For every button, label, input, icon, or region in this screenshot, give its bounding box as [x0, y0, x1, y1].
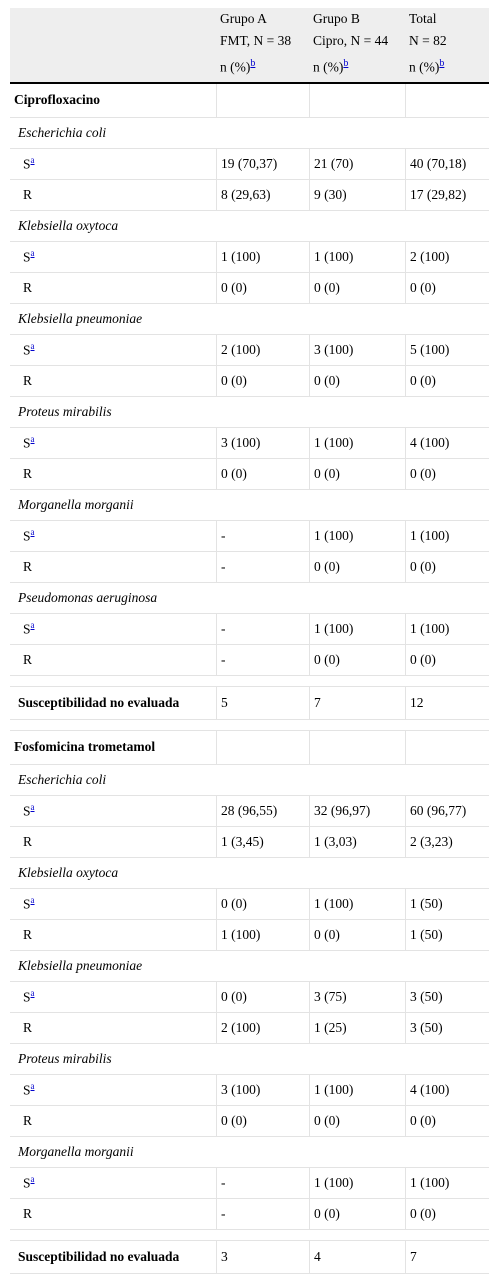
group-a-value: 2 (100)	[217, 1013, 310, 1044]
row-label-text: R	[23, 186, 33, 202]
total-value: 7	[406, 1241, 489, 1274]
total-value: 12	[406, 687, 489, 720]
group-b-value: 1 (100)	[310, 428, 406, 459]
group-a-value: 3 (100)	[217, 428, 310, 459]
header-group-a-line2: FMT, N = 38	[220, 33, 292, 48]
group-a-value: -	[217, 552, 310, 583]
total-value: 1 (100)	[406, 521, 489, 552]
footnote-a-link[interactable]: a	[30, 155, 35, 166]
group-b-value: 3 (75)	[310, 982, 406, 1013]
group-b-value: 1 (3,03)	[310, 827, 406, 858]
result-row	[10, 614, 489, 645]
result-row	[10, 335, 489, 366]
group-b-value: 0 (0)	[310, 366, 406, 397]
group-a-value: 1 (100)	[217, 242, 310, 273]
organism-name: Pseudomonas aeruginosa	[10, 583, 489, 614]
footnote-a-link[interactable]: a	[30, 341, 35, 352]
result-row	[10, 1075, 489, 1106]
group-b-value: 0 (0)	[310, 552, 406, 583]
header-group-a-line1: Grupo A	[220, 11, 267, 26]
footnote-a-link[interactable]: a	[30, 248, 35, 259]
result-row	[10, 796, 489, 827]
organism-row	[10, 583, 489, 614]
not-evaluated-label	[10, 687, 217, 720]
row-label-text: S	[23, 1175, 31, 1191]
row-label-text: Fosfomicina trometamol	[14, 739, 156, 754]
header-empty-cell	[10, 8, 217, 84]
group-b-value: 1 (100)	[310, 242, 406, 273]
footnote-b-link[interactable]: b	[439, 58, 445, 69]
susceptibility-label	[10, 1106, 217, 1137]
group-a-value: 3 (100)	[217, 1075, 310, 1106]
total-value: 0 (0)	[406, 1106, 489, 1137]
header-row	[10, 8, 489, 84]
total-value: 0 (0)	[406, 645, 489, 676]
row-label-text: S	[23, 621, 31, 637]
susceptibility-label	[10, 796, 217, 827]
total-value: 1 (50)	[406, 920, 489, 951]
footnote-a-link[interactable]: a	[30, 527, 35, 538]
group-b-value: 1 (100)	[310, 889, 406, 920]
row-label-text: R	[23, 1112, 33, 1128]
group-b-value: 32 (96,97)	[310, 796, 406, 827]
result-row	[10, 552, 489, 583]
group-a-value: 5	[217, 687, 310, 720]
organism-name: Klebsiella oxytoca	[10, 858, 489, 889]
header-total-line1: Total	[409, 11, 437, 26]
susceptibility-table	[10, 8, 489, 1274]
result-row	[10, 428, 489, 459]
section-row	[10, 731, 489, 765]
susceptibility-label	[10, 552, 217, 583]
result-row	[10, 242, 489, 273]
spacer-cell	[10, 676, 489, 687]
total-value: 0 (0)	[406, 366, 489, 397]
group-b-value: 4	[310, 1241, 406, 1274]
group-a-value: -	[217, 521, 310, 552]
susceptibility-label	[10, 366, 217, 397]
row-label-text: S	[23, 803, 31, 819]
group-b-value: 0 (0)	[310, 459, 406, 490]
row-label-text: S	[23, 435, 31, 451]
total-value: 4 (100)	[406, 1075, 489, 1106]
organism-name: Escherichia coli	[10, 118, 489, 149]
total-value: 4 (100)	[406, 428, 489, 459]
total-value: 0 (0)	[406, 273, 489, 304]
susceptibility-label	[10, 1075, 217, 1106]
organism-row	[10, 858, 489, 889]
footnote-a-link[interactable]: a	[30, 802, 35, 813]
susceptibility-label	[10, 459, 217, 490]
group-b-value: 1 (100)	[310, 521, 406, 552]
result-row	[10, 149, 489, 180]
organism-row	[10, 951, 489, 982]
susceptibility-label	[10, 982, 217, 1013]
spacer-row	[10, 676, 489, 687]
group-b-value	[310, 731, 406, 765]
row-label-text: R	[23, 372, 33, 388]
group-a-value: 0 (0)	[217, 1106, 310, 1137]
total-value: 3 (50)	[406, 1013, 489, 1044]
group-b-value: 3 (100)	[310, 335, 406, 366]
total-value	[406, 731, 489, 765]
organism-name: Proteus mirabilis	[10, 397, 489, 428]
total-value: 2 (100)	[406, 242, 489, 273]
result-row	[10, 1168, 489, 1199]
result-row	[10, 982, 489, 1013]
group-a-value: 0 (0)	[217, 366, 310, 397]
spacer-row	[10, 1230, 489, 1241]
organism-name: Klebsiella pneumoniae	[10, 304, 489, 335]
organism-name: Klebsiella oxytoca	[10, 211, 489, 242]
table-body	[10, 84, 489, 1274]
footnote-a-link[interactable]: a	[30, 620, 35, 631]
group-b-value: 1 (25)	[310, 1013, 406, 1044]
group-a-value	[217, 84, 310, 118]
organism-row	[10, 765, 489, 796]
susceptibility-label	[10, 335, 217, 366]
organism-row	[10, 118, 489, 149]
group-a-value: 3	[217, 1241, 310, 1274]
row-label-text: R	[23, 1205, 33, 1221]
antibiotic-name	[10, 84, 217, 118]
header-total	[406, 8, 489, 84]
susceptibility-label	[10, 242, 217, 273]
group-a-value	[217, 731, 310, 765]
organism-name: Proteus mirabilis	[10, 1044, 489, 1075]
susceptibility-label	[10, 920, 217, 951]
group-b-value: 0 (0)	[310, 1106, 406, 1137]
susceptibility-label	[10, 827, 217, 858]
row-label-text: Susceptibilidad no evaluada	[18, 1248, 180, 1264]
table-header	[10, 8, 489, 84]
row-label-text: S	[23, 989, 31, 1005]
group-b-value: 7	[310, 687, 406, 720]
row-label-text: R	[23, 651, 33, 667]
row-label-text: S	[23, 1082, 31, 1098]
organism-name: Klebsiella pneumoniae	[10, 951, 489, 982]
result-row	[10, 889, 489, 920]
not-evaluated-row	[10, 687, 489, 720]
group-a-value: 19 (70,37)	[217, 149, 310, 180]
organism-row	[10, 211, 489, 242]
organism-name: Escherichia coli	[10, 765, 489, 796]
header-group-b-line1: Grupo B	[313, 11, 360, 26]
result-row	[10, 1199, 489, 1230]
row-label-text: Susceptibilidad no evaluada	[18, 694, 180, 710]
footnote-a-link[interactable]: a	[30, 434, 35, 445]
row-label-text: R	[23, 279, 33, 295]
organism-name: Morganella morganii	[10, 490, 489, 521]
row-label-text: S	[23, 528, 31, 544]
row-label-text: R	[23, 465, 33, 481]
total-value: 1 (100)	[406, 614, 489, 645]
header-total-line2: N = 82	[409, 33, 447, 48]
total-value: 60 (96,77)	[406, 796, 489, 827]
footnote-a-link[interactable]: a	[30, 895, 35, 906]
result-row	[10, 827, 489, 858]
total-value: 1 (100)	[406, 1168, 489, 1199]
group-b-value: 1 (100)	[310, 1168, 406, 1199]
group-b-value: 1 (100)	[310, 1075, 406, 1106]
footnote-a-link[interactable]: a	[30, 1081, 35, 1092]
group-b-value: 21 (70)	[310, 149, 406, 180]
result-row	[10, 645, 489, 676]
group-a-value: 0 (0)	[217, 459, 310, 490]
not-evaluated-row	[10, 1241, 489, 1274]
results-table-container	[10, 8, 489, 1274]
total-value: 17 (29,82)	[406, 180, 489, 211]
header-group-b	[310, 8, 406, 84]
total-value: 2 (3,23)	[406, 827, 489, 858]
row-label-text: Ciprofloxacino	[14, 92, 101, 107]
not-evaluated-label	[10, 1241, 217, 1274]
header-group-a-line3: n (%)	[220, 59, 251, 75]
group-b-value: 0 (0)	[310, 1199, 406, 1230]
result-row	[10, 521, 489, 552]
group-a-value: 0 (0)	[217, 273, 310, 304]
group-a-value: 2 (100)	[217, 335, 310, 366]
row-label-text: S	[23, 342, 31, 358]
susceptibility-label	[10, 180, 217, 211]
group-b-value: 9 (30)	[310, 180, 406, 211]
row-label-text: S	[23, 156, 31, 172]
spacer-cell	[10, 720, 489, 731]
footnote-a-link[interactable]: a	[30, 988, 35, 999]
organism-row	[10, 304, 489, 335]
susceptibility-label	[10, 645, 217, 676]
total-value: 5 (100)	[406, 335, 489, 366]
susceptibility-label	[10, 1199, 217, 1230]
group-a-value: 28 (96,55)	[217, 796, 310, 827]
row-label-text: R	[23, 558, 33, 574]
row-label-text: R	[23, 833, 33, 849]
organism-row	[10, 397, 489, 428]
group-b-value: 0 (0)	[310, 645, 406, 676]
result-row	[10, 459, 489, 490]
group-a-value: 1 (3,45)	[217, 827, 310, 858]
group-a-value: -	[217, 1168, 310, 1199]
group-a-value: -	[217, 1199, 310, 1230]
result-row	[10, 1106, 489, 1137]
total-value: 1 (50)	[406, 889, 489, 920]
result-row	[10, 366, 489, 397]
row-label-text: S	[23, 249, 31, 265]
row-label-text: R	[23, 926, 33, 942]
result-row	[10, 1013, 489, 1044]
row-label-text: R	[23, 1019, 33, 1035]
group-b-value: 0 (0)	[310, 273, 406, 304]
total-value: 0 (0)	[406, 1199, 489, 1230]
result-row	[10, 920, 489, 951]
footnote-a-link[interactable]: a	[30, 1174, 35, 1185]
group-a-value: -	[217, 645, 310, 676]
total-value: 3 (50)	[406, 982, 489, 1013]
susceptibility-label	[10, 889, 217, 920]
total-value: 0 (0)	[406, 552, 489, 583]
susceptibility-label	[10, 614, 217, 645]
susceptibility-label	[10, 428, 217, 459]
result-row	[10, 180, 489, 211]
antibiotic-name	[10, 731, 217, 765]
total-value: 0 (0)	[406, 459, 489, 490]
header-group-b-line3: n (%)	[313, 59, 344, 75]
susceptibility-label	[10, 149, 217, 180]
organism-row	[10, 1044, 489, 1075]
footnote-b-link[interactable]: b	[250, 58, 256, 69]
susceptibility-label	[10, 521, 217, 552]
header-group-a	[217, 8, 310, 84]
spacer-cell	[10, 1230, 489, 1241]
group-a-value: -	[217, 614, 310, 645]
total-value	[406, 84, 489, 118]
group-b-value	[310, 84, 406, 118]
group-b-value: 0 (0)	[310, 920, 406, 951]
susceptibility-label	[10, 1013, 217, 1044]
spacer-row	[10, 720, 489, 731]
susceptibility-label	[10, 1168, 217, 1199]
group-a-value: 0 (0)	[217, 982, 310, 1013]
group-a-value: 0 (0)	[217, 889, 310, 920]
section-row	[10, 84, 489, 118]
header-total-line3: n (%)	[409, 59, 440, 75]
group-a-value: 1 (100)	[217, 920, 310, 951]
footnote-b-link[interactable]: b	[343, 58, 349, 69]
organism-name: Morganella morganii	[10, 1137, 489, 1168]
group-b-value: 1 (100)	[310, 614, 406, 645]
group-a-value: 8 (29,63)	[217, 180, 310, 211]
header-group-b-line2: Cipro, N = 44	[313, 33, 389, 48]
organism-row	[10, 1137, 489, 1168]
organism-row	[10, 490, 489, 521]
row-label-text: S	[23, 896, 31, 912]
total-value: 40 (70,18)	[406, 149, 489, 180]
susceptibility-label	[10, 273, 217, 304]
result-row	[10, 273, 489, 304]
